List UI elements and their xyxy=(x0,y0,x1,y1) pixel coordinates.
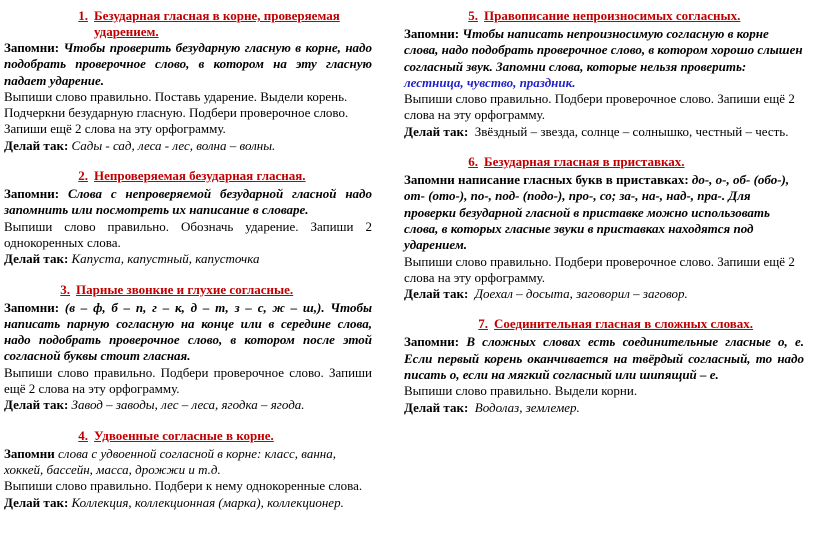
task-text: Выпиши слово правильно. Подбери проверочное слово. Запиши ещё 2 слова на эту орфограмму. xyxy=(404,91,795,123)
example-text: Водолаз, землемер. xyxy=(474,399,580,415)
remember-text: Чтобы написать непроизносимую согласную в корне слова, надо подобрать проверочное слово, в котором хорошо слышен согласный звук. Запомни слова, которые нельзя проверить: xyxy=(404,26,803,74)
section-title: Удвоенные согласные в корне. xyxy=(94,427,274,443)
rule-section-4 xyxy=(4,428,372,511)
task-text: Выпиши слово правильно. Поставь ударение. Выдели корень. Подчеркни безударную гласную. Подбери проверочное слово. Запиши ещё 2 слова на эту орфограмму. xyxy=(4,88,349,137)
task-text: Выпиши слово правильно. Подбери к нему однокоренные слова. xyxy=(4,478,363,494)
section-7-heading xyxy=(404,316,804,332)
remember-text: слова с удвоенной согласной в корне: класс, ванна, хоккей, бассейн, масса, дрожжи и т.д. xyxy=(4,445,336,477)
section-title: Безударная гласная в приставках. xyxy=(484,154,685,170)
section-number: 2. xyxy=(78,168,88,184)
example-label: Делай так: xyxy=(4,397,69,413)
example-label: Делай так: xyxy=(404,286,469,302)
section-4-heading xyxy=(4,428,372,444)
remember-text: (в – ф, б – п, г – к, д – т, з – с, ж – ш,). Чтобы написать парную согласную на конце или в середине слова, надо подобрать проверочное слово, в котором после этой согласной буквы стоит гласная. xyxy=(4,299,373,364)
example-text: Завод – заводы, лес – леса, ягодка – ягода. xyxy=(71,397,305,413)
task-text: Выпиши слово правильно. Подбери проверочное слово. Запиши ещё 2 слова на эту орфограмму. xyxy=(404,253,795,285)
example-text: Доехал – досыта, заговорил – заговор. xyxy=(474,286,688,302)
exception-words: лестница, чувство, праздник. xyxy=(404,74,576,90)
remember-label: Запомни: xyxy=(4,186,60,202)
rule-section-3 xyxy=(4,282,372,414)
remember-text: В сложных словах есть соединительные гласные о, е. Если первый корень оканчивается на твёрдый согласный, то надо писать о, если на мягкий согласный или шипящий – е. xyxy=(404,334,805,383)
example-label: Делай так: xyxy=(4,251,69,267)
rule-section-7 xyxy=(404,316,804,415)
section-title: Безударная гласная в корне, проверяемая ударением. xyxy=(94,8,340,39)
remember-label: Запомни: xyxy=(404,26,460,41)
section-number: 5. xyxy=(468,8,478,23)
section-5-heading xyxy=(404,8,804,24)
task-text: Выпиши слово правильно. Обозначь ударение. Запиши 2 однокоренных слова. xyxy=(4,218,372,250)
section-title: Правописание непроизносимых согласных. xyxy=(484,8,741,23)
example-text: Коллекция, коллекционная (марка), коллекционер. xyxy=(71,494,344,510)
rule-section-5 xyxy=(404,8,804,140)
section-1-heading xyxy=(4,8,372,40)
left-column xyxy=(4,8,372,511)
task-text: Выпиши слово правильно. Выдели корни. xyxy=(404,383,638,399)
example-text: Сады - сад, леса - лес, волна – волны. xyxy=(71,137,276,153)
task-text: Выпиши слово правильно. Подбери проверочное слово. Запиши ещё 2 слова на эту орфограмму. xyxy=(4,364,372,397)
section-number: 1. xyxy=(78,8,88,23)
section-3-heading xyxy=(4,282,372,298)
remember-text: Чтобы проверить безударную гласную в корне, надо подобрать проверочное слово, в котором на эту гласную падает ударение. xyxy=(4,40,373,88)
section-number: 3. xyxy=(60,281,70,297)
section-title: Парные звонкие и глухие согласные. xyxy=(76,281,294,297)
example-label: Делай так: xyxy=(4,494,69,510)
rule-section-2 xyxy=(4,168,372,267)
remember-label: Запомни: xyxy=(4,40,60,55)
section-title: Непроверяемая безударная гласная. xyxy=(94,168,306,184)
example-label: Делай так: xyxy=(404,123,469,139)
rule-section-6 xyxy=(404,154,804,302)
remember-text: до-, о-, об- (обо-), от- (ото-), по-, под- (подо-), про-, со; за-, на-, над-, пра-. Для проверки безударной гласной в приставке можно использовать слова, в которых гласные звуки в приставках находятся под ударением. xyxy=(404,172,790,253)
section-title: Соединительная гласная в сложных словах. xyxy=(494,316,754,332)
remember-label: Запомни xyxy=(4,445,55,461)
remember-text: Слова с непроверяемой безударной гласной надо запомнить или посмотреть их написание в словаре. xyxy=(4,186,372,218)
section-6-heading xyxy=(404,154,804,170)
section-number: 7. xyxy=(478,316,488,332)
remember-label: Запомни: xyxy=(404,334,460,350)
section-number: 4. xyxy=(78,427,88,443)
right-column xyxy=(404,8,804,416)
example-label: Делай так: xyxy=(4,137,69,153)
example-text: Звёздный – звезда, солнце – солнышко, честный – честь. xyxy=(474,123,789,139)
example-text: Капуста, капустный, капусточка xyxy=(71,251,260,267)
remember-label: Запомни: xyxy=(4,299,60,315)
remember-label: Запомни написание гласных букв в приставках: xyxy=(404,172,689,188)
section-number: 6. xyxy=(468,154,478,170)
rule-section-1 xyxy=(4,8,372,154)
section-2-heading xyxy=(4,168,372,184)
example-label: Делай так: xyxy=(404,399,469,415)
